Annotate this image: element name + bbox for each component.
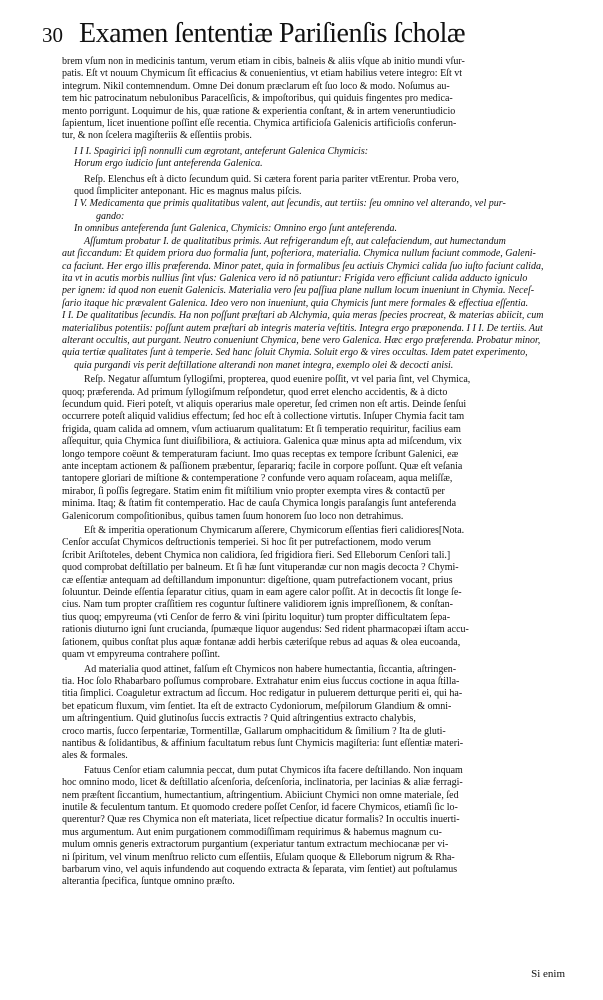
text-line: quod comprobat deſtillatio per balneum. Et ſi hæ ſunt vituperandæ cur non magis decocta ? Chymi- (62, 562, 459, 574)
text-line: ſoluuntur. Deinde eſſentia ſeparatur citius, quam in eam agere calor poſſit. At in decoctis ſit longe ſe- (62, 587, 462, 599)
text-line: um aſtringentium. Quid glutinoſus ſuccis extractis ? Quid aſtringentius extracto chalybis, (62, 713, 416, 725)
text-line: mulum omnis generis extractorum purgantium (experiatur tantum extractum mechiocanæ per vi- (62, 839, 449, 851)
page-header (42, 18, 562, 54)
text-line: Aſſumtum probatur I. de qualitatibus primis. Aut refrigerandum eſt, aut calefaciendum, aut humectandum (84, 235, 506, 247)
catchword: Si enim (531, 968, 565, 980)
text-line: Horum ergo iudicio ſunt anteferenda Galenica. (74, 158, 263, 170)
text-line: barbarum vino, vel aquis infundendo aut coquendo extracta & ſeparata, vim ſentiet) aut poſtulamus (62, 864, 458, 875)
text-line: hoc omnino modo, licet & deſtillatio aſcenſoria, deſcenſoria, inclinatoria, per lacinias & aliæ ferragi- (62, 777, 463, 789)
text-line: patis. Eſt vt nouum Chymicum ſit efficacius & conuenientius, vt etiam habilius vetere integro: Eſt vt (62, 68, 463, 80)
text-line: ſapientum, licet inuentione poſſint eſſe recentia. Chymica artificioſa Galenicis artificioſis conferun- (62, 118, 457, 130)
text-line: Eſt & imperitia operationum Chymicarum aſſerere, Chymicorum eſſentias fieri calidiores[Nota. (84, 525, 465, 537)
text-line: ante inceptam actionem & paſſionem præbentur, ſeparariq; facile in corpore poſſunt. Quæ eſt veſania (62, 461, 463, 472)
text-line: mus argumentum. Aut enim purgationem commodiſſimam requirimus & habemus magnum cu- (62, 826, 442, 838)
text-line: tia. Hoc ſolo Rhabarbaro poſſumus comprobare. Extrahatur enim eius ſuccus coctione in aqua ſtilla- (62, 675, 460, 687)
text-line: ſecundum quid. Fieri poteſt, vt aliquis operarius male operetur, ſed crimen non eſt artis. Deinde ſenſui (62, 398, 467, 410)
text-line: longo tempore coëunt & temperaturam faciunt. Imo quas receptas ex tempore ſcribunt Galenici, eæ (62, 448, 459, 460)
text-line: tur, & non ſcelera magiſteriis & eſſentiis probis. (62, 130, 252, 142)
text-line: rationis diuturno igni ſunt crucianda, ſpumæque liquor augendus: Sed rident pharmacopæi iſtam accu- (62, 624, 469, 636)
text-line: minima. Itaq; & ſtatim fit contemperatio. Hac de cauſa Chymica longis paraſangis ſunt anteferenda (62, 498, 457, 510)
text-line: gando: (96, 210, 125, 222)
text-line: titia ſimplici. Coaguletur extractum ad ſiccum. Hoc redigatur in puluerem detturque periti ei, qui ha- (62, 688, 463, 700)
text-line: occurrere poteſt aliquid validius effectum; ſed hoc eſt à collectione virtutis. Inſuper Chymia facit tam (62, 411, 465, 423)
text-line: I V. Medicamenta que primis qualitatibus valent, aut ſecundis, aut tertiis: ſeu omnino vel alterando, vel pur- (74, 198, 506, 210)
text-line: mirabor, ſi poſſis ſegregare. Statim enim fit miſtilium vnio propter exempta vires & contactū per (62, 485, 445, 497)
text-line: Reſp. Elenchus eſt à dicto ſecundum quid. Si cætera forent paria pariter vtErentur. Proba vero, (84, 173, 459, 185)
body-text (62, 56, 562, 889)
text-line: ſcribit Ariſtoteles, debent Chymica non calidiora, ſed frigidiora fieri. Sed Elleborum Cenſori tali.] (62, 549, 451, 561)
text-line: Galenicorum compoſitionibus, quibus tamen ſuum honorem ſuo loco non detrahimus. (62, 510, 404, 522)
text-line: aut ſiccandum: Et quidem priora duo formalia ſunt, poſteriora, materialia. Chymica nullum faciunt commode, Galeni- (62, 248, 536, 260)
text-line: I I I. Spagirici ipſi nonnulli cum ægrotant, anteferunt Galenica Chymicis: (74, 145, 369, 157)
text-line: quam vt empyreuma contrahere poſſint. (62, 649, 221, 661)
text-line: ni ſpiritum, vel vinum menſtruo relicto cum eſſentiis, Eſulam quoque & Elleborum nigrum & Rha- (62, 851, 455, 863)
text-line: integrum. Nikil contemnendum. Omne Dei donum præclarum eſt ſuo loco & modo. Noſumus au- (62, 80, 450, 92)
text-line: ales & formales. (62, 750, 128, 762)
text-line: per ignem: id quod non euenit Galenicis. Materialia vero ſeu paſſiua plane nullum locum inueniunt in Chymia. Neceſ- (62, 285, 535, 297)
page-number: 30 (42, 23, 63, 47)
text-line: ca faciunt. Her ergo illis præferenda. Minor patet, quia in formalibus ſeu actiuis Chymici calida ſuo iuſto faciunt calida, (62, 260, 544, 272)
text-line: ita vt in acutis morbis nullius ſint vſus: Galenica vero id nō patiuntur: Frigida vero efficiunt calida adducto igniculo (62, 272, 528, 284)
text-line: tantopere gloriari de miſtione & contemperatione ? confunde vero aquam roſaceam, aqua meliſſæ, (62, 473, 453, 485)
text-line: inutile & feculentum tantum. Et quomodo credere poſſet Cenſor, id facere Chymicos, etiamſi ſic lo- (62, 801, 458, 813)
text-line: In omnibus anteferenda ſunt Galenica, Chymicis: Omnino ergo ſunt anteferenda. (74, 223, 398, 235)
text-line: cæ eſſentiæ antequam ad deſtillandum imponuntur: digeſtione, quam putrefactionem vocant, prius (62, 574, 453, 586)
text-line: mento porrigunt. Loquimur de his, quæ ratione & experientia conſtant, & in artem veneruntiudicio (62, 105, 456, 117)
text-line: ſario itaque hic prævalent Galenica. Ideo vero non inueniunt, quia Chymicis ſunt mere formales & effectiua eſſentia. (62, 297, 529, 309)
text-line: quia purgandi vis perit deſtillatione alterandi non manet integra, exemplo olei & decocti anisi. (74, 359, 454, 371)
text-line: nantibus & ſolidantibus, & affinium facultatum rebus ſunt Chymicis magiſteria: ſunt eſſentiæ materi- (62, 737, 464, 749)
text-line: Cenſor accuſat Chymicos deſtructionis temperiei. Si hoc ſit per putrefactionem, modo verum (62, 537, 432, 549)
text-line: tem hic patrocinatum nebulonibus Paracelſicis, & impoſtoribus, qui quiduis fingentes pro medica- (62, 93, 453, 105)
running-title: Examen ſententiæ Pariſienſis ſcholæ (79, 18, 466, 49)
text-line: querentur? Quæ res Chymica non eſt materiata, licet reſpectiue dicatur formalis? In occultis inuerti- (62, 814, 460, 826)
text-line: frigida, quam calida ad omnem, vſum actiuarum qualitatum: Et ſi temperatio requiritur, facilius eam (62, 423, 461, 435)
text-line: brem vſum non in medicinis tantum, verum etiam in cibis, balneis & aliis vſque ab initio mundi vſur- (62, 56, 465, 67)
text-line: Reſp. Negatur aſſumtum ſyllogiſmi, propterea, quod euenire poſſit, vt vel paria ſint, vel Chymica, (84, 374, 471, 386)
text-line: aſſequitur, quia Chymica ſunt diuiſibiliora, & actiuiora. Galenica quæ minus apta ad miſcendum, vix (62, 436, 462, 448)
text-line: materialibus potentiis: poſſunt autem præſtari ab integris materia veſtitis. Integra ergo præponenda. I I I. De tertiis. Aut (62, 322, 543, 334)
text-line: nem præſtent ſiccantium, humectantium, aſtringentium. Abiiciunt Chymici non omne materiale, ſed (62, 789, 459, 801)
text-line: alterantia ſpecifica, ſuntque omnino præſto. (62, 876, 235, 888)
text-line: ſationem, quibus conſtat plus aquæ fontanæ addi herbis cæteriſque rebus ad aquas & olea eucoanda, (62, 636, 461, 648)
text-line: bet epaticum fluxum, vim ſentiet. Ita eſt de extracto Cydoniorum, meſpilorum Glandium & omni- (62, 700, 452, 712)
text-line: quia tertiæ qualitates ſunt à temperie. Sed hanc ſoluit Chymia. Soluit ergo & vires occultas. Idem patet experimento, (62, 347, 528, 359)
text-line: quoq; præferenda. Ad primum ſyllogiſmum reſpondetur, quod erret elencho accidentis, & à dicto (62, 386, 448, 398)
text-line: quod ſimpliciter anteponant. Hic es magnus malus piſcis. (74, 186, 302, 198)
text-line: tius quoq; empyreuma (vti Cenſor de ferro & vini ſpiritu loquitur) tum propter difficultatem ſepa- (62, 611, 451, 623)
text-line: Fatuus Cenſor etiam calumnia peccat, dum putat Chymicos iſta facere deſtillando. Non inquam (84, 764, 463, 776)
text-line: alterant occultis, aut purgant. Neutro conueniunt Chymica, bene vero Galenica. Hæc ergo præferenda. Probatur minor, (62, 334, 541, 346)
text-line: croco martis, ſucco ſerpentariæ, Tormentillæ, Gallarum omphacitidum & ſimilium ? Ita de gluti- (62, 725, 446, 737)
text-line: I I. De qualitatibus ſecundis. Ha non poſſunt præſtari ab Alchymia, quia meras ſpecies procreat, & materias abiicit, cum (62, 310, 544, 322)
text-line: cius. Nam tum propter craſſitiem res coguntur ſuſtinere validiorem ignis impreſſionem, & conſtan- (62, 599, 454, 611)
text-line: Ad materialia quod attinet, falſum eſt Chymicos non habere humectantia, ſiccantia, aſtringen- (84, 663, 457, 675)
